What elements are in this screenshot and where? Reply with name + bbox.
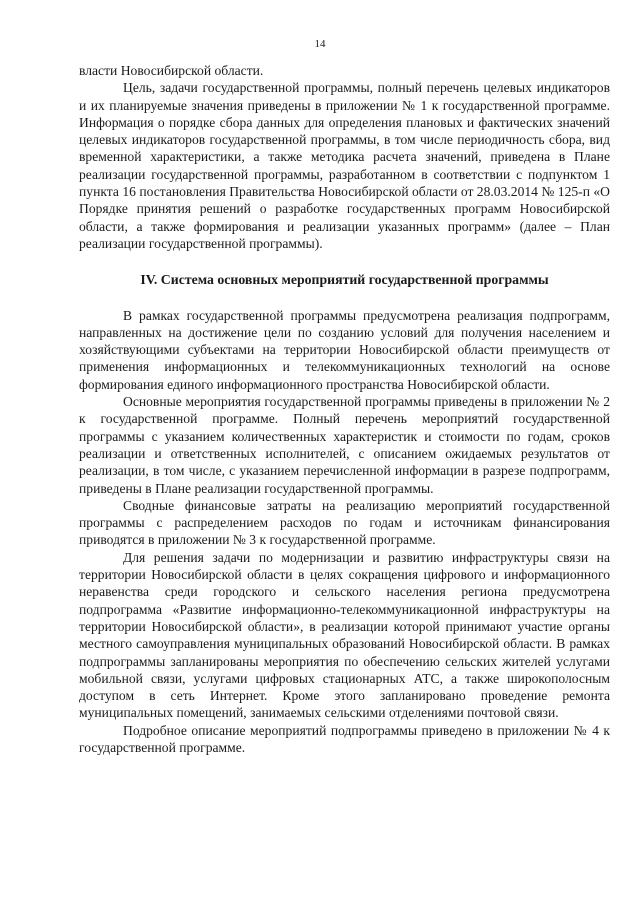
page-number: 14 bbox=[314, 38, 326, 50]
paragraph-goals: Цель, задачи государственной программы, полный перечень целевых индикаторов и их планируемые значения приведены в приложении № 1 к государственной программе. Информация о порядке сбора данных для определения плановых и фактических значений целевых индикаторов государственной программы, в том числе периодичность сбора, вид временной характеристики, а также методика расчета значений, приведена в Плане реализации государственной программы, разработанном в соответствии с подпунктом 1 пункта 16 постановления Правительства Новосибирской области от 28.03.2014 № 125-п «О Порядке принятия решений о разработке государственных программ Новосибирской области, а также формирования и реализации указанных программ» (далее – План реализации государственной программы). bbox=[79, 80, 610, 251]
paragraph-financing: Сводные финансовые затраты на реализацию мероприятий государственной программы с распределением расходов по годам и источникам финансирования приводятся в приложении № 3 к государственной программе. bbox=[79, 497, 610, 548]
paragraph-appendix-4: Подробное описание мероприятий подпрограммы приведено в приложении № 4 к государственной программе. bbox=[79, 722, 610, 755]
paragraph-main-activities: Основные мероприятия государственной программы приведены в приложении № 2 к государственной программе. Полный перечень мероприятий государственной программы с указанием количественных характеристик и стоимости по годам, сроков реализации и ответственных исполнителей, с описанием ожидаемых результатов от реализации, в том числе, с указанием перечисленной информации в разрезе подпрограмм, приведены в Плане реализации государственной программы. bbox=[79, 394, 610, 496]
paragraph-continuation: власти Новосибирской области. bbox=[79, 63, 264, 78]
paragraph-subprograms: В рамках государственной программы предусмотрена реализация подпрограмм, направленных на достижение цели по созданию условий для получения населением и хозяйствующими субъектами на территории Новосибирской области преимуществ от применения информационных и телекоммуникационных технологий на основе формирования единого информационного пространства Новосибирской области. bbox=[79, 307, 610, 392]
section-heading: IV. Система основных мероприятий государственной программы bbox=[140, 272, 549, 288]
paragraph-infrastructure: Для решения задачи по модернизации и развитию инфраструктуры связи на территории Новосибирской области в целях сокращения цифрового и информационного неравенства среди городского и сельского населения региона предусмотрена подпрограмма «Развитие информационно-телекоммуникационной инфраструктуры на территории Новосибирской области», в реализации которой принимают участие органы местного самоуправления муниципальных образований Новосибирской области. В рамках подпрограммы запланированы мероприятия по обеспечению сельских жителей услугами мобильной связи, услугами цифровых стационарных АТС, а также широкополосным доступом в сеть Интернет. Кроме этого запланировано проведение ремонта муниципальных помещений, занимаемых сельскими отделениями почтовой связи. bbox=[79, 549, 610, 721]
page-body bbox=[79, 62, 610, 756]
